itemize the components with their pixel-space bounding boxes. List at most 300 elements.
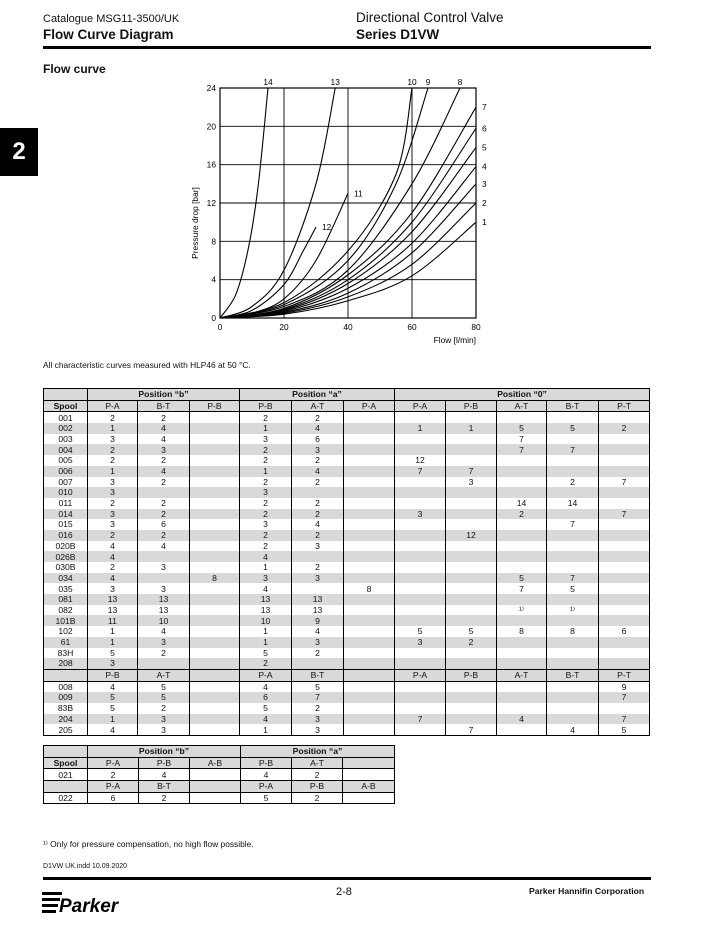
value-cell <box>599 594 650 605</box>
value-cell: 4 <box>497 714 547 725</box>
value-cell: 7 <box>599 692 650 703</box>
logo-text: Parker <box>59 896 119 917</box>
value-cell: 2 <box>138 455 190 466</box>
value-cell: 3 <box>240 519 292 530</box>
value-cell <box>547 434 599 445</box>
column-header: P-B <box>190 400 240 412</box>
value-cell: 2 <box>240 444 292 455</box>
value-cell: 1 <box>395 423 446 434</box>
value-cell: 6 <box>599 626 650 637</box>
value-cell <box>138 658 190 669</box>
value-cell <box>395 658 446 669</box>
spool-code: 015 <box>44 519 88 530</box>
value-cell: 7 <box>497 444 547 455</box>
value-cell: 2 <box>88 530 138 541</box>
value-cell: 2 <box>88 412 138 423</box>
table-row <box>44 551 650 562</box>
value-cell <box>446 551 497 562</box>
column-header: P-A <box>395 400 446 412</box>
spool-code: 014 <box>44 509 88 520</box>
value-cell <box>395 487 446 498</box>
spool-code: 101B <box>44 615 88 626</box>
column-header: P-A <box>88 781 139 793</box>
value-cell <box>190 455 240 466</box>
value-cell: 13 <box>292 605 344 616</box>
value-cell <box>497 477 547 488</box>
footnote: ¹⁾ Only for pressure compensation, no high flow possible. <box>43 839 254 849</box>
value-cell <box>344 615 395 626</box>
value-cell <box>599 551 650 562</box>
column-header: P-B <box>139 757 190 769</box>
table-cell <box>44 746 88 758</box>
value-cell: 2 <box>88 498 138 509</box>
value-cell: 9 <box>599 681 650 692</box>
x-tick-label: 40 <box>343 322 353 332</box>
value-cell: 4 <box>88 573 138 584</box>
value-cell: 3 <box>138 562 190 573</box>
table-row <box>44 562 650 573</box>
value-cell: 1 <box>88 637 138 648</box>
value-cell <box>599 703 650 714</box>
value-cell <box>344 724 395 735</box>
value-cell <box>190 477 240 488</box>
curve-label-2: 2 <box>482 198 487 208</box>
value-cell <box>547 487 599 498</box>
value-cell: 4 <box>88 681 138 692</box>
spool-code: 003 <box>44 434 88 445</box>
value-cell: 5 <box>395 626 446 637</box>
column-header-row-2 <box>44 781 395 793</box>
value-cell: 4 <box>547 724 599 735</box>
value-cell <box>344 541 395 552</box>
value-cell <box>292 658 344 669</box>
value-cell: 13 <box>138 594 190 605</box>
value-cell <box>344 498 395 509</box>
value-cell: 5 <box>88 703 138 714</box>
value-cell <box>497 562 547 573</box>
column-header <box>344 669 395 681</box>
value-cell: 3 <box>395 637 446 648</box>
value-cell <box>344 605 395 616</box>
value-cell: 4 <box>241 769 292 781</box>
value-cell: 2 <box>547 477 599 488</box>
table-row <box>44 573 650 584</box>
spool-header: Spool <box>44 400 88 412</box>
value-cell <box>547 530 599 541</box>
value-cell <box>497 692 547 703</box>
value-cell <box>395 724 446 735</box>
position-a-header: Position “a” <box>241 746 395 758</box>
value-cell: 4 <box>138 434 190 445</box>
value-cell <box>395 594 446 605</box>
value-cell <box>497 519 547 530</box>
table-cell <box>44 389 88 401</box>
table-row <box>44 681 650 692</box>
value-cell: 13 <box>88 594 138 605</box>
column-header: B-T <box>547 669 599 681</box>
value-cell: 4 <box>138 541 190 552</box>
value-cell <box>599 412 650 423</box>
value-cell <box>395 703 446 714</box>
value-cell <box>497 541 547 552</box>
value-cell: 2 <box>139 792 190 804</box>
spool-code: 205 <box>44 724 88 735</box>
value-cell <box>190 605 240 616</box>
value-cell <box>599 519 650 530</box>
position-b-header: Position “b” <box>88 746 241 758</box>
value-cell: 2 <box>240 658 292 669</box>
value-cell <box>344 455 395 466</box>
value-cell <box>190 681 240 692</box>
file-info: D1VW UK.indd 10.09.2020 <box>43 863 128 870</box>
value-cell: 7 <box>547 444 599 455</box>
value-cell: 3 <box>138 583 190 594</box>
value-cell <box>344 519 395 530</box>
value-cell <box>547 509 599 520</box>
value-cell: 14 <box>547 498 599 509</box>
value-cell: 2 <box>240 498 292 509</box>
value-cell: 4 <box>292 626 344 637</box>
value-cell: 2 <box>292 455 344 466</box>
value-cell: 5 <box>497 573 547 584</box>
value-cell <box>138 487 190 498</box>
value-cell <box>446 455 497 466</box>
spool-header: Spool <box>44 757 88 769</box>
spool-code: 83H <box>44 648 88 659</box>
spool-code: 026B <box>44 551 88 562</box>
value-cell: 7 <box>292 692 344 703</box>
spool-code: 081 <box>44 594 88 605</box>
value-cell: 7 <box>547 519 599 530</box>
value-cell <box>446 487 497 498</box>
column-header: A-T <box>138 669 190 681</box>
spool-code: 208 <box>44 658 88 669</box>
value-cell <box>599 434 650 445</box>
value-cell: 1 <box>88 423 138 434</box>
value-cell: ¹⁾ <box>547 605 599 616</box>
value-cell: 2 <box>292 530 344 541</box>
value-cell <box>344 509 395 520</box>
value-cell: 7 <box>446 724 497 735</box>
value-cell <box>446 541 497 552</box>
curve-label-5: 5 <box>482 142 487 153</box>
value-cell <box>547 692 599 703</box>
value-cell <box>599 466 650 477</box>
column-header: P-A <box>395 669 446 681</box>
value-cell: 3 <box>292 724 344 735</box>
value-cell: 3 <box>292 637 344 648</box>
table-row <box>44 626 650 637</box>
spool-code: 011 <box>44 498 88 509</box>
column-header: P-B <box>241 757 292 769</box>
value-cell <box>395 444 446 455</box>
value-cell <box>344 530 395 541</box>
value-cell: 1 <box>240 724 292 735</box>
value-cell: 13 <box>88 605 138 616</box>
value-cell <box>343 792 395 804</box>
value-cell: 2 <box>88 562 138 573</box>
value-cell: 12 <box>446 530 497 541</box>
value-cell <box>497 724 547 735</box>
value-cell <box>497 615 547 626</box>
value-cell: 2 <box>292 562 344 573</box>
value-cell <box>599 648 650 659</box>
y-tick-label: 8 <box>211 236 216 247</box>
value-cell: 5 <box>240 648 292 659</box>
spool-code: 021 <box>44 769 88 781</box>
curve-label-8: 8 <box>457 77 463 87</box>
value-cell: 2 <box>497 509 547 520</box>
value-cell: 7 <box>599 509 650 520</box>
table-row <box>44 412 650 423</box>
value-cell <box>292 583 344 594</box>
value-cell: 3 <box>88 509 138 520</box>
column-header: P-B <box>88 669 138 681</box>
value-cell <box>344 594 395 605</box>
value-cell <box>446 573 497 584</box>
position-b-header: Position “b” <box>88 389 240 401</box>
table-row <box>44 477 650 488</box>
value-cell <box>599 605 650 616</box>
value-cell: 2 <box>240 477 292 488</box>
value-cell: 10 <box>240 615 292 626</box>
value-cell <box>547 551 599 562</box>
value-cell: 4 <box>88 541 138 552</box>
value-cell <box>395 573 446 584</box>
header-rule <box>43 46 651 49</box>
table-row <box>44 466 650 477</box>
column-header: P-A <box>88 400 138 412</box>
value-cell: 3 <box>88 487 138 498</box>
value-cell: 7 <box>599 714 650 725</box>
x-tick-label: 0 <box>217 322 223 332</box>
value-cell <box>395 541 446 552</box>
curve-label-3: 3 <box>482 178 487 189</box>
value-cell <box>599 444 650 455</box>
value-cell <box>344 434 395 445</box>
value-cell <box>395 530 446 541</box>
value-cell <box>190 594 240 605</box>
value-cell <box>446 509 497 520</box>
column-header: P-T <box>599 400 650 412</box>
value-cell: 3 <box>138 444 190 455</box>
table-row <box>44 605 650 616</box>
column-header: P-A <box>88 757 139 769</box>
value-cell <box>190 724 240 735</box>
value-cell: 3 <box>240 487 292 498</box>
value-cell <box>446 658 497 669</box>
value-cell <box>190 714 240 725</box>
value-cell: 2 <box>138 498 190 509</box>
value-cell: 2 <box>138 703 190 714</box>
value-cell <box>599 658 650 669</box>
value-cell: 3 <box>395 509 446 520</box>
value-cell: 5 <box>497 423 547 434</box>
spool-code: 082 <box>44 605 88 616</box>
value-cell: 3 <box>292 541 344 552</box>
section-title: Flow curve <box>43 62 106 76</box>
value-cell <box>599 541 650 552</box>
table-row <box>44 769 395 781</box>
value-cell <box>344 444 395 455</box>
y-tick-label: 4 <box>211 274 216 285</box>
curve-label-1: 1 <box>482 217 487 228</box>
value-cell <box>395 605 446 616</box>
value-cell <box>446 583 497 594</box>
value-cell <box>190 412 240 423</box>
value-cell <box>599 573 650 584</box>
value-cell: 2 <box>292 498 344 509</box>
curve-label-6: 6 <box>482 123 487 134</box>
curve-label-11: 11 <box>354 188 363 199</box>
value-cell: 4 <box>292 423 344 434</box>
value-cell: 2 <box>240 530 292 541</box>
value-cell <box>446 648 497 659</box>
y-axis-label: Pressure drop [bar] <box>190 187 200 259</box>
value-cell <box>344 648 395 659</box>
value-cell: 3 <box>446 477 497 488</box>
column-header <box>190 781 241 793</box>
value-cell <box>344 423 395 434</box>
column-header: P-B <box>446 669 497 681</box>
value-cell <box>190 541 240 552</box>
value-cell <box>395 519 446 530</box>
value-cell <box>395 583 446 594</box>
y-tick-label: 16 <box>206 159 216 170</box>
column-header: P-A <box>240 669 292 681</box>
value-cell <box>446 434 497 445</box>
value-cell <box>497 703 547 714</box>
value-cell: 9 <box>292 615 344 626</box>
value-cell <box>497 466 547 477</box>
column-header <box>190 669 240 681</box>
value-cell: 3 <box>292 573 344 584</box>
value-cell: 3 <box>88 519 138 530</box>
value-cell: 4 <box>88 551 138 562</box>
value-cell: 2 <box>292 792 343 804</box>
x-tick-label: 20 <box>279 322 289 332</box>
value-cell: 2 <box>292 648 344 659</box>
spool-flow-curve-table-2 <box>43 745 395 804</box>
spool-code: 022 <box>44 792 88 804</box>
value-cell: 6 <box>292 434 344 445</box>
value-cell <box>344 637 395 648</box>
value-cell: 3 <box>240 573 292 584</box>
value-cell: 1 <box>240 423 292 434</box>
y-tick-label: 12 <box>206 198 216 208</box>
value-cell <box>547 466 599 477</box>
curve-label-9: 9 <box>425 77 431 87</box>
value-cell <box>395 692 446 703</box>
y-tick-label: 20 <box>206 121 216 132</box>
column-header: P-T <box>599 669 650 681</box>
spool-code: 009 <box>44 692 88 703</box>
value-cell <box>497 594 547 605</box>
value-cell <box>344 626 395 637</box>
column-header: A-B <box>190 757 241 769</box>
value-cell: 3 <box>138 637 190 648</box>
value-cell: 11 <box>88 615 138 626</box>
value-cell: 1 <box>446 423 497 434</box>
spool-code: 001 <box>44 412 88 423</box>
value-cell: 7 <box>497 583 547 594</box>
value-cell: 5 <box>138 681 190 692</box>
value-cell: 13 <box>240 605 292 616</box>
value-cell: 3 <box>240 434 292 445</box>
value-cell <box>190 658 240 669</box>
value-cell <box>446 615 497 626</box>
value-cell: 2 <box>138 530 190 541</box>
footer-rule <box>43 877 651 880</box>
spool-code: 008 <box>44 681 88 692</box>
value-cell <box>190 530 240 541</box>
value-cell <box>344 562 395 573</box>
value-cell: 4 <box>292 466 344 477</box>
curve-label-4: 4 <box>482 161 487 172</box>
value-cell: 1 <box>88 714 138 725</box>
value-cell: 2 <box>599 423 650 434</box>
table-row <box>44 615 650 626</box>
value-cell <box>190 444 240 455</box>
value-cell: 5 <box>88 648 138 659</box>
table-row <box>44 519 650 530</box>
position-header-row <box>44 746 395 758</box>
column-header-row <box>44 757 395 769</box>
value-cell <box>497 455 547 466</box>
column-header: P-A <box>241 781 292 793</box>
value-cell <box>138 551 190 562</box>
value-cell: 5 <box>547 423 599 434</box>
value-cell <box>547 681 599 692</box>
column-header-row <box>44 400 650 412</box>
value-cell <box>344 551 395 562</box>
value-cell <box>344 477 395 488</box>
column-header-row-2 <box>44 669 650 681</box>
value-cell <box>190 423 240 434</box>
value-cell: 4 <box>138 423 190 434</box>
value-cell <box>547 541 599 552</box>
table-row <box>44 703 650 714</box>
value-cell: 5 <box>547 583 599 594</box>
value-cell <box>599 498 650 509</box>
value-cell <box>547 703 599 714</box>
value-cell: 12 <box>395 455 446 466</box>
column-header: A-T <box>497 400 547 412</box>
product-series: Series D1VW <box>356 27 440 42</box>
table-row <box>44 434 650 445</box>
value-cell <box>190 509 240 520</box>
value-cell <box>599 583 650 594</box>
value-cell <box>547 714 599 725</box>
value-cell: 2 <box>138 648 190 659</box>
table-row <box>44 648 650 659</box>
value-cell: 2 <box>292 769 343 781</box>
value-cell: 2 <box>240 509 292 520</box>
table-row <box>44 487 650 498</box>
column-header: A-T <box>292 400 344 412</box>
curve-label-10: 10 <box>407 77 417 87</box>
value-cell: 7 <box>497 434 547 445</box>
spool-code: 61 <box>44 637 88 648</box>
value-cell: 5 <box>138 692 190 703</box>
value-cell <box>395 681 446 692</box>
column-header: A-T <box>497 669 547 681</box>
value-cell <box>395 434 446 445</box>
value-cell: 3 <box>138 724 190 735</box>
value-cell: 10 <box>138 615 190 626</box>
value-cell <box>190 626 240 637</box>
value-cell: 2 <box>138 477 190 488</box>
